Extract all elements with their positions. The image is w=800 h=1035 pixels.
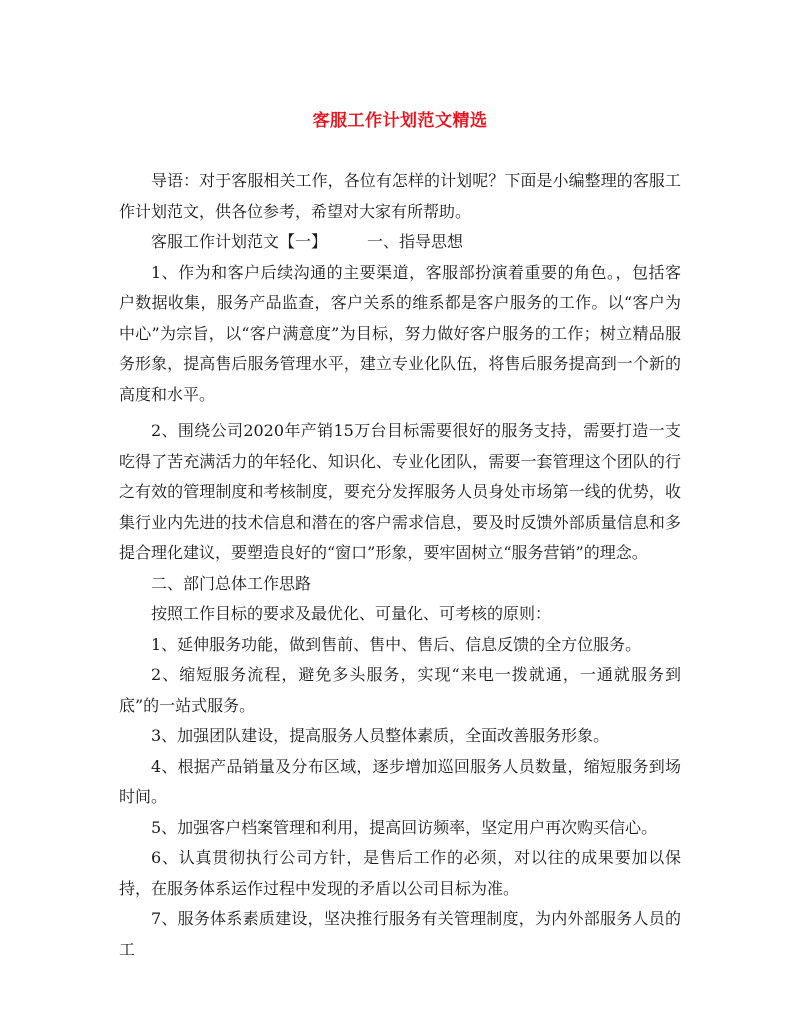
section-heading: 二、部门总体工作思路 xyxy=(151,573,312,593)
paragraph: 1、作为和客户后续沟通的主要渠道，客服部扮演着重要的角色。，包括客户数据收集，服务产品监查，客户关系的维系都是客户服务的工作。以“客户为中心”为宗旨，以“客户满意度”为目标，努力做好客户服务的工作；树立精品服务形象，提高售后服务管理水平，建立专业化队伍，将售后服务提高到一个新的高度和水平。 xyxy=(119,262,681,404)
list-item: 1、延伸服务功能，做到售前、售中、售后、信息反馈的全方位服务。 xyxy=(151,634,642,654)
section-heading-line xyxy=(119,227,681,258)
list-item: 4、根据产品销量及分布区域，逐步增加巡回服务人员数量，缩短服务到场时间。 xyxy=(119,756,681,806)
list-item: 7、服务体系素质建设，坚决推行服务有关管理制度，为内外部服务人员的工 xyxy=(119,909,681,959)
intro-paragraph: 导语：对于客服相关工作，各位有怎样的计划呢？下面是小编整理的客服工作计划范文，供各位参考，希望对大家有所帮助。 xyxy=(119,171,681,221)
list-item: 2、缩短服务流程，避免多头服务，实现“来电一拨就通，一通就服务到底”的一站式服务。 xyxy=(119,665,681,715)
list-item: 6、认真贯彻执行公司方针，是售后工作的必须，对以往的成果要加以保持，在服务体系运作过程中发现的矛盾以公司目标为准。 xyxy=(119,848,681,898)
document-title: 客服工作计划范文精选 xyxy=(312,111,488,131)
document-body xyxy=(119,166,681,965)
list-item: 5、加强客户档案管理和利用，提高回访频率，坚定用户再次购买信心。 xyxy=(151,817,658,837)
list-item: 3、加强团队建设，提高服务人员整体素质，全面改善服务形象。 xyxy=(151,726,610,745)
paragraph: 2、围绕公司2020年产销15万台目标需要很好的服务支持，需要打造一支吃得了苦充满活力的年轻化、知识化、专业化团队，需要一套管理这个团队的行之有效的管理制度和考核制度，要充分发挥服务人员身处市场第一线的优势，收集行业内先进的技术信息和潜在的客户需求信息，要及时反馈外部质量信息和多提合理化建议，要塑造良好的“窗口”形象，要牢固树立“服务营销”的理念。 xyxy=(119,421,681,562)
section-heading: 一、指导思想 xyxy=(367,232,464,251)
paragraph: 按照工作目标的要求及最优化、可量化、可考核的原则： xyxy=(151,604,552,623)
section-label: 客服工作计划范文【一】 xyxy=(151,232,328,251)
